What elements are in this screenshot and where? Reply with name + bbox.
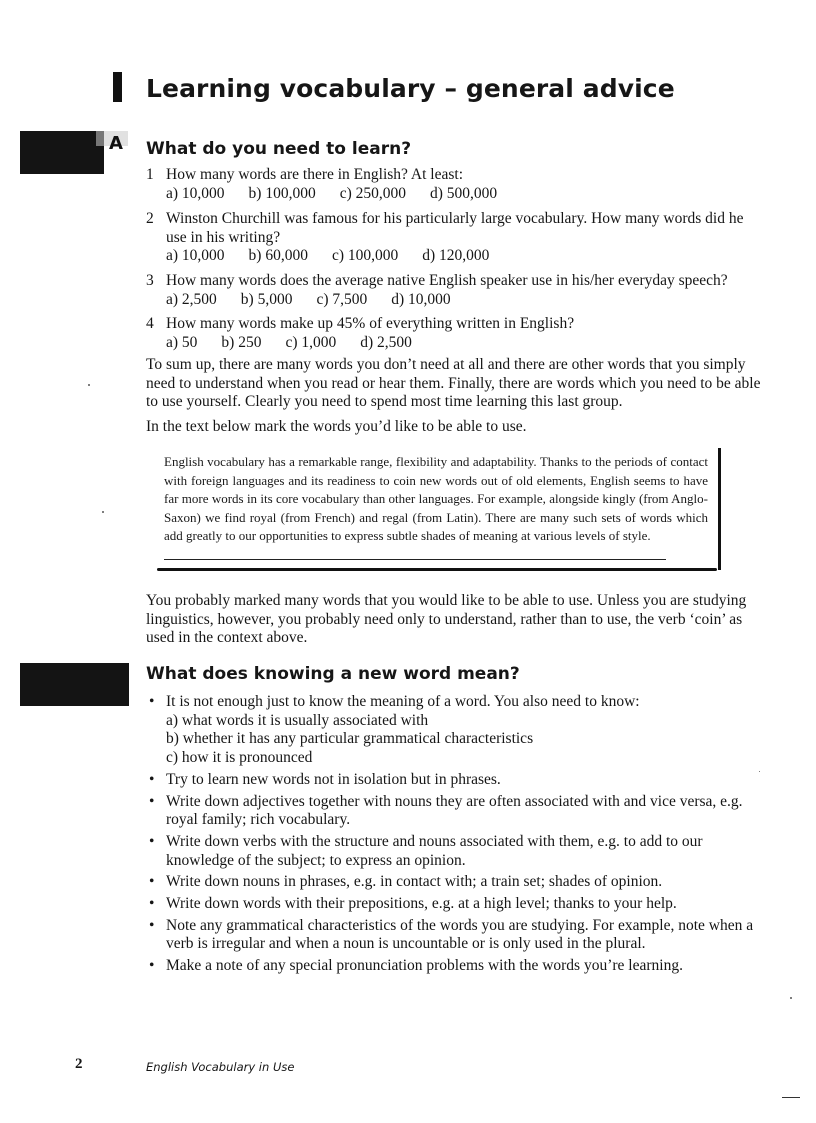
bullet-text: • Write down nouns in phrases, e.g. in contact with; a train set; shades of opinion. [166, 873, 663, 891]
question-text: How many words make up 45% of everything written in English? [166, 315, 575, 332]
page-number: 2 [75, 1056, 83, 1072]
sub-item: a) what words it is usually associated with [166, 711, 429, 729]
bullet-text: • It is not enough just to know the meaning of a word. You also need to know: [166, 693, 640, 710]
box-border-right [718, 448, 721, 570]
option: d) 500,000 [430, 184, 498, 202]
question-2 [146, 210, 766, 266]
list-item [146, 793, 762, 830]
bullet-text: • Write down adjectives together with nouns they are often associated with and vice versa, e.g. royal family; rich vocabulary. [166, 792, 743, 829]
list-item [146, 771, 762, 790]
bullet-text: • Try to learn new words not in isolation but in phrases. [166, 770, 501, 788]
summary-paragraph: To sum up, there are many words you don’t need at all and there are other words that you simply need to understand when you read or hear them. Finally, there are words which you need to be able to use yourself. Clearly you need to spend most time learning this last group. [146, 356, 761, 411]
option: c) 100,000 [331, 247, 399, 265]
option: b) 100,000 [248, 184, 316, 202]
question-text: How many words are there in English? At least: [166, 166, 464, 183]
list-item [146, 917, 762, 954]
scan-speck [102, 511, 104, 513]
option: a) 50 [166, 333, 198, 351]
list-item [146, 873, 762, 892]
question-4 [146, 315, 766, 352]
reading-text-box [149, 448, 715, 568]
question-1 [146, 166, 766, 203]
option: b) 5,000 [240, 290, 293, 308]
option: d) 2,500 [360, 333, 412, 351]
list-item [146, 957, 762, 976]
scan-speck [88, 384, 90, 386]
question-text: Winston Churchill was famous for his particularly large vocabulary. How many words did he use in his writing? [166, 210, 744, 246]
list-item [146, 895, 762, 914]
scan-speck [790, 997, 792, 999]
underline [164, 559, 666, 560]
option: a) 10,000 [166, 247, 225, 265]
box-border-bottom [157, 568, 717, 571]
unit-number-bar [113, 72, 122, 102]
instruction-paragraph: In the text below mark the words you’d like to be able to use. [146, 418, 527, 435]
option: d) 10,000 [391, 290, 451, 308]
option: a) 2,500 [166, 290, 217, 308]
question-number: 1 [146, 166, 154, 183]
option: c) 7,500 [316, 290, 368, 308]
bullet-text: • Write down words with their prepositions, e.g. at a high level; thanks to your help. [166, 895, 677, 913]
question-options [166, 334, 766, 353]
section-b-tab [20, 663, 129, 706]
question-options [166, 185, 766, 204]
section-a-heading: What do you need to learn? [146, 139, 412, 159]
option: b) 60,000 [248, 247, 308, 265]
bullet-text: • Make a note of any special pronunciation problems with the words you’re learning. [166, 957, 683, 975]
list-item [146, 693, 762, 768]
scan-speck [759, 771, 760, 772]
question-text: How many words does the average native English speaker use in his/her everyday speech? [166, 272, 728, 289]
option: d) 120,000 [422, 247, 490, 265]
question-number: 3 [146, 272, 154, 289]
bullet-text: • Write down verbs with the structure and nouns associated with them, e.g. to add to our knowledge of the subject; to express an opinion. [166, 832, 703, 869]
option: b) 250 [221, 333, 262, 351]
after-box-paragraph: You probably marked many words that you would like to be able to use. Unless you are studying linguistics, however, you probably need only to understand, rather than to use, the verb ‘coin’ as used in the context above. [146, 592, 747, 647]
sub-item: b) whether it has any particular grammatical characteristics [166, 730, 534, 748]
section-b-heading: What does knowing a new word mean? [146, 664, 520, 684]
unit-title: Learning vocabulary – general advice [146, 74, 675, 103]
option: a) 10,000 [166, 184, 225, 202]
question-options [166, 247, 766, 266]
option: c) 1,000 [285, 333, 337, 351]
bullet-text: • Note any grammatical characteristics of the words you are studying. For example, note when a verb is irregular and when a noun is uncountable or is only used in the plural. [166, 916, 754, 953]
list-item [146, 833, 762, 870]
question-number: 4 [146, 315, 154, 332]
section-a-tab [20, 131, 104, 174]
reading-text: English vocabulary has a remarkable range, flexibility and adaptability. Thanks to the periods of contact with foreign languages and its readiness to coin new words out of old elements, English seems to have far more words in its core vocabulary than other languages. For example, alongside kingly (from Anglo-Saxon) we find royal (from French) and regal (from Latin). There are many such sets of words which add greatly to our opportunities to express subtle shades of meaning at various levels of style. [164, 454, 708, 543]
advice-list [146, 693, 762, 979]
sub-item: c) how it is pronounced [166, 749, 313, 767]
book-title: English Vocabulary in Use [146, 1060, 295, 1074]
question-options [166, 291, 776, 310]
option: c) 250,000 [339, 184, 407, 202]
question-number: 2 [146, 210, 154, 227]
section-a-letter: A [109, 133, 123, 154]
question-3 [146, 272, 776, 309]
scan-mark [782, 1097, 800, 1098]
